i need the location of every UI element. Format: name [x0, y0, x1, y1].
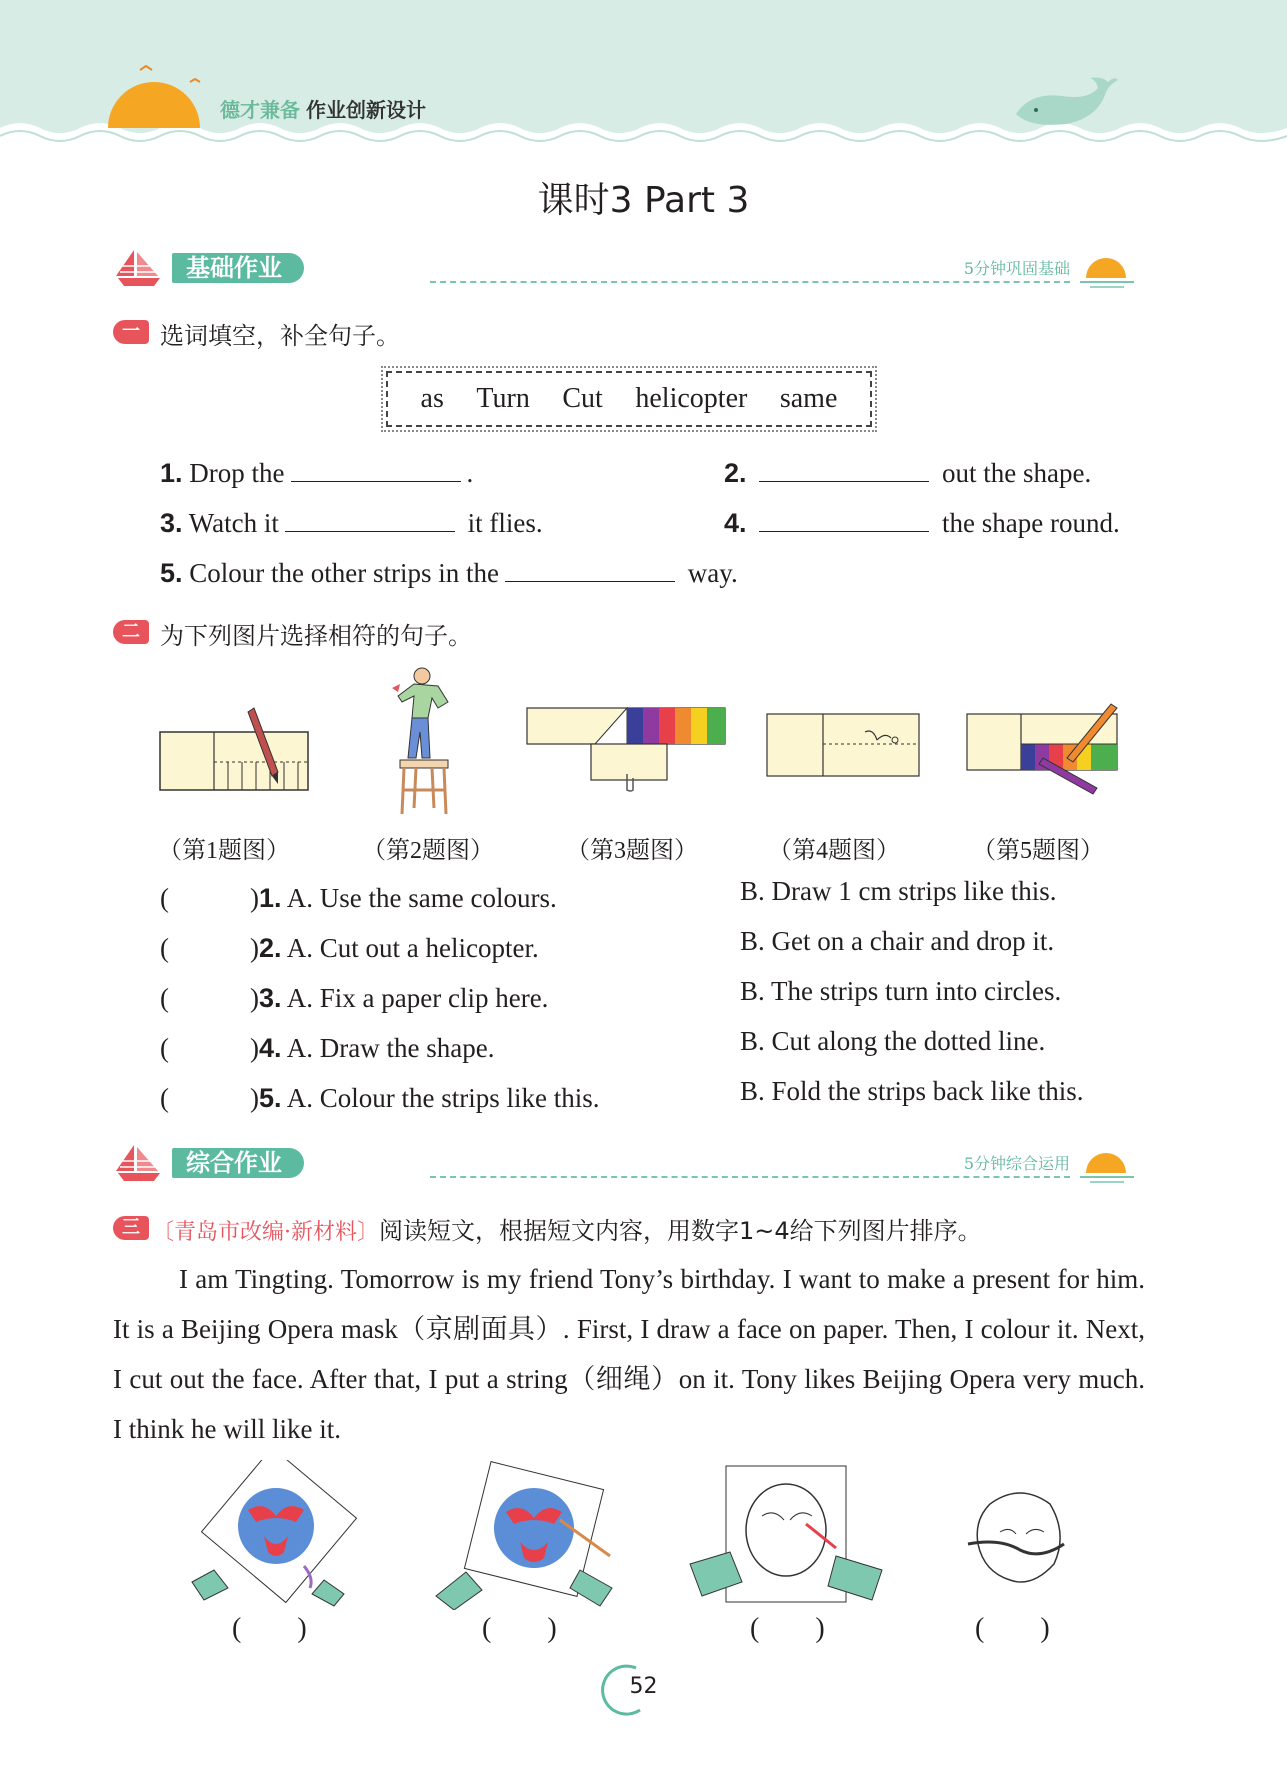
sentence-number: 2. [724, 458, 747, 488]
question-title-1: 选词填空，补全句子。 [160, 322, 400, 350]
section-label: 基础作业 [172, 253, 304, 283]
sentence-number: 3. [160, 508, 183, 538]
item-number: 2. [258, 933, 282, 963]
word-bank-item: helicopter [635, 383, 748, 414]
item-number: 5. [258, 1083, 282, 1113]
option-a: A. Colour the strips like this. [286, 1083, 600, 1113]
word-bank-item: same [779, 383, 838, 414]
order-answer-3[interactable]: ( ) [750, 1613, 825, 1644]
option-a: A. Fix a paper clip here. [286, 983, 549, 1013]
answer-blank[interactable] [759, 507, 929, 532]
choice-row-2 [160, 926, 539, 965]
question-title-3-row [152, 1211, 982, 1246]
figure-1-image [150, 700, 320, 800]
word-bank-item: as [420, 383, 444, 414]
source-tag: 〔青岛市改编·新材料〕 [152, 1220, 379, 1245]
question-badge-3: 三 [113, 1216, 149, 1240]
answer-paren[interactable]: ( ) [160, 933, 259, 963]
figure-2-image [388, 662, 468, 820]
answer-paren[interactable]: ( ) [160, 983, 259, 1013]
option-a: A. Use the same colours. [286, 883, 557, 913]
section-subtitle: 5分钟巩固基础 [963, 259, 1070, 278]
brand-primary: 德才兼备 [220, 98, 300, 122]
sentence-1 [160, 457, 473, 489]
mask-picture-d [960, 1480, 1080, 1600]
question-title-2: 为下列图片选择相符的句子。 [160, 622, 472, 650]
answer-paren[interactable]: ( ) [160, 883, 259, 913]
figure-3-image [525, 700, 731, 792]
order-answer-4[interactable]: ( ) [975, 1613, 1050, 1644]
option-a: A. Cut out a helicopter. [286, 933, 539, 963]
section-divider [430, 1176, 1070, 1178]
sailboat-icon [110, 1143, 166, 1183]
sailboat-icon [110, 248, 166, 288]
mask-picture-a [184, 1460, 364, 1610]
figure-caption-1: （第1题图） [158, 838, 290, 864]
sentence-text: Drop the [189, 458, 285, 488]
figure-5-image [963, 700, 1123, 800]
sentence-text: way. [687, 558, 738, 588]
small-sun-icon [1080, 254, 1136, 288]
small-sun-icon [1080, 1149, 1136, 1183]
mask-picture-c [686, 1460, 906, 1610]
whale-icon [1010, 74, 1120, 134]
option-b-2: B. Get on a chair and drop it. [740, 926, 1055, 956]
order-answer-2[interactable]: ( ) [482, 1613, 557, 1644]
sentence-text: the shape round. [942, 508, 1120, 538]
sentence-text: Colour the other strips in the [189, 558, 499, 588]
word-bank [386, 371, 872, 427]
figure-caption-5: （第5题图） [972, 838, 1104, 864]
question-title-3: 阅读短文，根据短文内容，用数字1~4给下列图片排序。 [379, 1217, 982, 1245]
brand-secondary: 作业创新设计 [306, 98, 426, 122]
answer-blank[interactable] [759, 457, 929, 482]
brand-title [220, 94, 426, 123]
sun-icon [100, 60, 220, 130]
answer-paren[interactable]: ( ) [160, 1033, 259, 1063]
figure-caption-4: （第4题图） [768, 838, 900, 864]
choice-row-3 [160, 976, 548, 1015]
choice-row-5 [160, 1076, 600, 1115]
figure-caption-3: （第3题图） [566, 838, 698, 864]
order-answer-1[interactable]: ( ) [232, 1613, 307, 1644]
sentence-4 [724, 507, 1120, 539]
choice-row-4 [160, 1026, 494, 1065]
option-b-4: B. Cut along the dotted line. [740, 1026, 1046, 1056]
answer-paren[interactable]: ( ) [160, 1083, 259, 1113]
section-label: 综合作业 [172, 1148, 304, 1178]
item-number: 4. [258, 1033, 282, 1063]
option-b-3: B. The strips turn into circles. [740, 976, 1062, 1006]
section-banner-comprehensive [110, 1143, 1150, 1183]
page-number: 52 [629, 1674, 658, 1699]
sentence-text: . [466, 458, 474, 488]
mask-picture-b [430, 1460, 620, 1610]
sentence-2 [724, 457, 1091, 489]
option-b-1: B. Draw 1 cm strips like this. [740, 876, 1057, 906]
sentence-5 [160, 557, 738, 589]
section-divider [430, 281, 1070, 283]
item-number: 1. [258, 883, 282, 913]
lesson-title: 课时3 Part 3 [537, 180, 750, 221]
sentence-number: 5. [160, 558, 183, 588]
section-banner-basic [110, 248, 1150, 288]
choice-row-1 [160, 876, 557, 915]
question-badge-1: 一 [113, 320, 149, 344]
answer-blank[interactable] [291, 457, 461, 482]
figure-4-image [763, 706, 923, 782]
sentence-text: it flies. [467, 508, 543, 538]
answer-blank[interactable] [285, 507, 455, 532]
item-number: 3. [258, 983, 282, 1013]
sentence-text: Watch it [188, 508, 279, 538]
passage-text: I am Tingting. Tomorrow is my friend Tony’s birthday. I want to make a present for him. It is a Beijing Opera mask（京剧面具）. First, I draw a face on paper. Then, I colour it. Next, I cut out the face. After that, I put a string（细绳）on it. Tony likes Beijing Opera very much. I think he will like it. [113, 1264, 1145, 1444]
option-a: A. Draw the shape. [286, 1033, 495, 1063]
option-b-5: B. Fold the strips back like this. [740, 1076, 1084, 1106]
question-badge-2: 二 [113, 620, 149, 644]
sentence-3 [160, 507, 543, 539]
reading-passage [113, 1254, 1145, 1454]
sentence-text: out the shape. [942, 458, 1092, 488]
answer-blank[interactable] [505, 557, 675, 582]
sentence-number: 1. [160, 458, 183, 488]
word-bank-item: Turn [476, 383, 530, 414]
sentence-number: 4. [724, 508, 747, 538]
word-bank-item: Cut [562, 383, 603, 414]
figure-caption-2: （第2题图） [362, 838, 494, 864]
section-subtitle: 5分钟综合运用 [963, 1154, 1070, 1173]
